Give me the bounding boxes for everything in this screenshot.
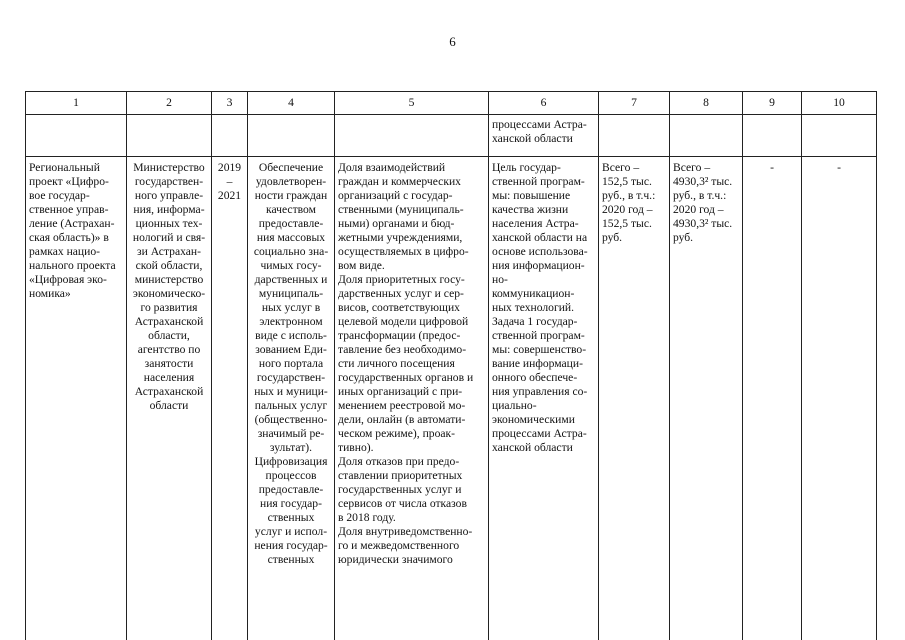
continuation-row — [26, 115, 877, 157]
header-cell-9: 9 — [743, 92, 802, 115]
cont-cell-1 — [26, 115, 127, 157]
header-cell-6: 6 — [489, 92, 599, 115]
table-row — [26, 157, 877, 640]
cont-cell-4 — [248, 115, 335, 157]
indicators-cell: Доля взаимодействий граждан и коммерческих организаций с государ- ственными (муниципаль- ными) органами и бюд- жетными учреждениями, осуществляемых в цифро- вом виде. Доля приоритетных госу- дарственных услуг и сер- висов, соответствующих целевой модели цифровой трансформации (предос- тавление без необходимо- сти личного посещения государственных органов и иных организаций с при- менением реестровой мо- дели, онлайн (в автомати- ческом режиме), проак- тивно). Доля отказов при предо- ставлении приоритетных государственных услуг и сервисов от числа отказов в 2018 году. Доля внутриведомственно- го и межведомственного юридически значимого — [335, 157, 489, 640]
cont-cell-10 — [802, 115, 877, 157]
header-cell-8: 8 — [670, 92, 743, 115]
header-cell-10: 10 — [802, 92, 877, 115]
cell-9: - — [743, 157, 802, 640]
expected-result-cell: Обеспечение удовлетворен- ности граждан качеством предоставле- ния массовых социально зна- чимых госу- дарственных и муниципаль- ных услуг в электронном виде с исполь- зованием Еди- ного портала государствен- ных и муници- пальных услуг (общественно- значимый ре- зультат). Цифровизация процессов предоставле- ния государ- ственных услуг и испол- нения государ- ственных — [248, 157, 335, 640]
header-cell-7: 7 — [599, 92, 670, 115]
cont-cell-8 — [670, 115, 743, 157]
cont-cell-2 — [127, 115, 212, 157]
project-name-cell: Региональный проект «Цифро- вое государ- ственное управ- ление (Астрахан- ская область)» в рамках нацио- нального проекта «Цифровая эко- номика» — [26, 157, 127, 640]
cont-cell-9 — [743, 115, 802, 157]
header-cell-2: 2 — [127, 92, 212, 115]
cont-cell-6: процессами Астра- ханской области — [489, 115, 599, 157]
cont-cell-3 — [212, 115, 248, 157]
table-header-row — [26, 92, 877, 115]
page-number: 6 — [449, 34, 456, 49]
cont-cell-5 — [335, 115, 489, 157]
header-cell-3: 3 — [212, 92, 248, 115]
cont-cell-7 — [599, 115, 670, 157]
period-cell: 2019 – 2021 — [212, 157, 248, 640]
goals-tasks-cell: Цель государ- ственной програм- мы: повышение качества жизни населения Астра- ханской области на основе использова- ния информацион- но- коммуникацион- ных технологий. Задача 1 государ- ственной програм- мы: совершенство- вание информаци- онного обеспече- ния управления со- циально- экономическими процессами Астра- ханской области — [489, 157, 599, 640]
cell-10: - — [802, 157, 877, 640]
funding-cell-7: Всего – 152,5 тыс. руб., в т.ч.: 2020 год – 152,5 тыс. руб. — [599, 157, 670, 640]
header-cell-4: 4 — [248, 92, 335, 115]
header-cell-1: 1 — [26, 92, 127, 115]
responsible-executor-cell: Министерство государствен- ного управле- ния, информа- ционных тех- нологий и свя- зи Астрахан- ской области, министерство экономическо- го развития Астраханской области, агентство по занятости населения Астраханской области — [127, 157, 212, 640]
program-table — [25, 91, 877, 640]
header-cell-5: 5 — [335, 92, 489, 115]
funding-cell-8: Всего – 4930,3² тыс. руб., в т.ч.: 2020 год – 4930,3² тыс. руб. — [670, 157, 743, 640]
